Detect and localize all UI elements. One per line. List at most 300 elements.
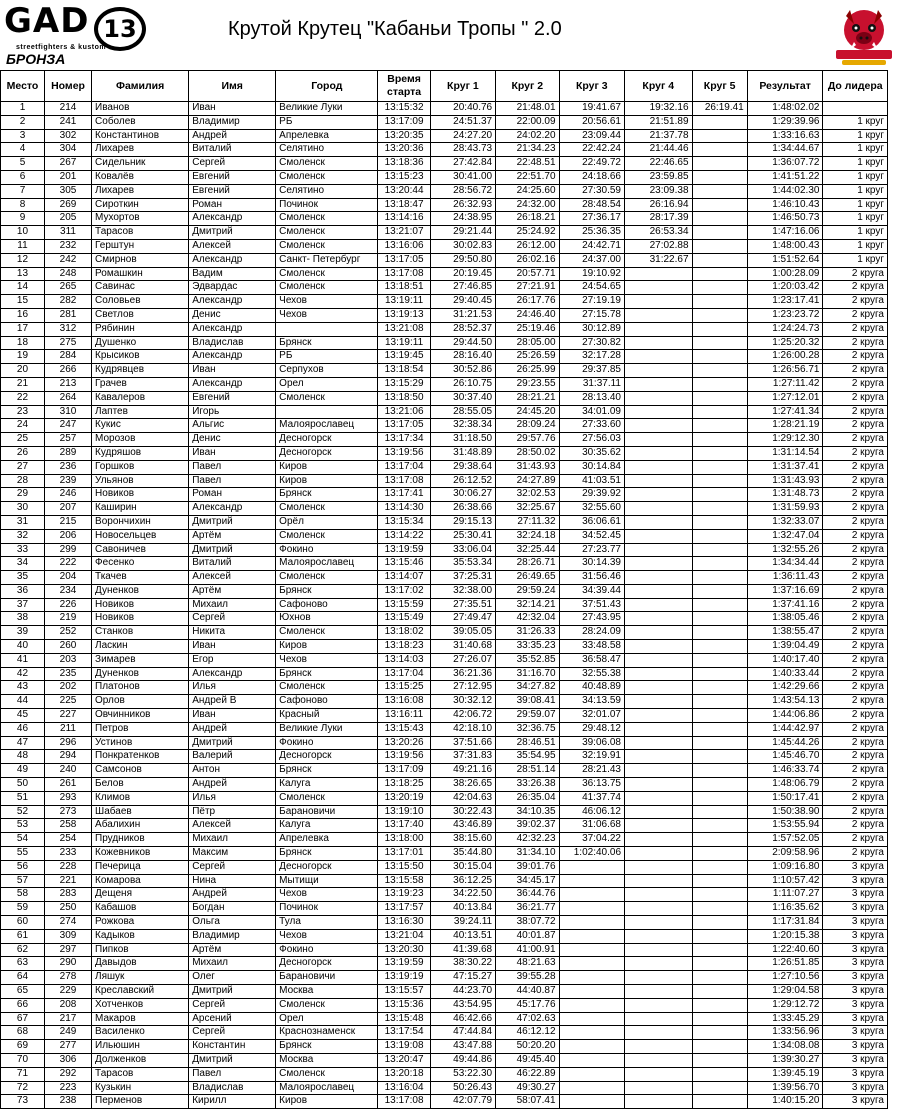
cell-surname: Новиков (92, 612, 189, 626)
cell-bib: 226 (44, 598, 91, 612)
cell-bib: 227 (44, 709, 91, 723)
cell-lap-1: 27:26.07 (430, 653, 495, 667)
cell-lap-1: 27:46.85 (430, 281, 495, 295)
cell-lap-3: 27:19.19 (559, 295, 624, 309)
cell-start-time: 13:20:35 (378, 129, 430, 143)
cell-start-time: 13:19:56 (378, 446, 430, 460)
cell-gap-to-leader: 2 круга (823, 350, 888, 364)
cell-surname: Василенко (92, 1026, 189, 1040)
cell-city: Орёл (276, 515, 378, 529)
cell-name: Александр (189, 377, 276, 391)
cell-gap-to-leader: 1 круг (823, 170, 888, 184)
cell-surname: Белов (92, 778, 189, 792)
cell-gap-to-leader: 2 круга (823, 819, 888, 833)
cell-surname: Лихарев (92, 184, 189, 198)
cell-lap-5 (692, 943, 747, 957)
cell-lap-3 (559, 985, 624, 999)
cell-gap-to-leader: 3 круга (823, 1095, 888, 1109)
cell-result: 1:10:57.42 (747, 874, 823, 888)
cell-city: Сафоново (276, 695, 378, 709)
cell-lap-4 (625, 1053, 693, 1067)
cell-name: Дмитрий (189, 1053, 276, 1067)
cell-bib: 257 (44, 433, 91, 447)
table-row (1, 929, 888, 943)
cell-lap-3: 27:33.60 (559, 419, 624, 433)
cell-lap-3 (559, 1081, 624, 1095)
cell-surname: Прудников (92, 833, 189, 847)
cell-lap-3 (559, 1026, 624, 1040)
cell-lap-5 (692, 239, 747, 253)
cell-lap-4: 27:02.88 (625, 239, 693, 253)
cell-lap-5 (692, 929, 747, 943)
cell-start-time: 13:16:08 (378, 695, 430, 709)
cell-lap-5 (692, 640, 747, 654)
cell-lap-4 (625, 653, 693, 667)
cell-gap-to-leader: 3 круга (823, 971, 888, 985)
cell-start-time: 13:19:13 (378, 308, 430, 322)
cell-start-time: 13:15:58 (378, 874, 430, 888)
cell-city: Апрелевка (276, 833, 378, 847)
cell-name: Нина (189, 874, 276, 888)
cell-place: 67 (1, 1012, 45, 1026)
cell-lap-1: 25:30.41 (430, 529, 495, 543)
cell-lap-5 (692, 778, 747, 792)
cell-lap-3 (559, 860, 624, 874)
cell-city (276, 405, 378, 419)
table-row (1, 170, 888, 184)
cell-start-time: 13:19:19 (378, 971, 430, 985)
cell-gap-to-leader: 2 круга (823, 267, 888, 281)
cell-gap-to-leader: 2 круга (823, 557, 888, 571)
cell-result: 1:57:52.05 (747, 833, 823, 847)
cell-bib: 294 (44, 750, 91, 764)
cell-lap-2: 24:27.89 (496, 474, 559, 488)
cell-start-time: 13:17:05 (378, 419, 430, 433)
cell-lap-5 (692, 253, 747, 267)
cell-lap-2: 28:51.14 (496, 764, 559, 778)
cell-lap-1: 27:35.51 (430, 598, 495, 612)
cell-lap-1: 26:38.66 (430, 502, 495, 516)
cell-lap-1: 42:18.10 (430, 722, 495, 736)
cell-lap-2: 42:32.23 (496, 833, 559, 847)
cell-lap-2: 29:57.76 (496, 433, 559, 447)
cell-lap-1: 29:44.50 (430, 336, 495, 350)
cell-name: Александр (189, 350, 276, 364)
column-header-city: Город (276, 71, 378, 102)
cell-lap-5 (692, 791, 747, 805)
table-row (1, 902, 888, 916)
cell-lap-5 (692, 874, 747, 888)
cell-lap-1: 30:02.83 (430, 239, 495, 253)
cell-surname: Иванов (92, 102, 189, 116)
cell-lap-4 (625, 446, 693, 460)
cell-start-time: 13:20:26 (378, 736, 430, 750)
cell-lap-1: 28:55.05 (430, 405, 495, 419)
cell-gap-to-leader: 2 круга (823, 833, 888, 847)
cell-lap-5 (692, 184, 747, 198)
table-row (1, 502, 888, 516)
table-row (1, 460, 888, 474)
cell-place: 34 (1, 557, 45, 571)
cell-city: Калуга (276, 819, 378, 833)
cell-place: 50 (1, 778, 45, 792)
cell-city: Десногорск (276, 860, 378, 874)
cell-city: Киров (276, 1095, 378, 1109)
cell-bib: 208 (44, 998, 91, 1012)
cell-bib: 204 (44, 571, 91, 585)
cell-city: Юхнов (276, 612, 378, 626)
cell-lap-1: 37:31.83 (430, 750, 495, 764)
cell-name: Иван (189, 640, 276, 654)
cell-result: 1:27:41.34 (747, 405, 823, 419)
cell-gap-to-leader: 2 круга (823, 281, 888, 295)
cell-name: Игорь (189, 405, 276, 419)
cell-city: Десногорск (276, 433, 378, 447)
cell-surname: Ромашкин (92, 267, 189, 281)
logo-number: 13 (94, 7, 146, 51)
cell-lap-2: 45:17.76 (496, 998, 559, 1012)
cell-place: 15 (1, 295, 45, 309)
cell-start-time: 13:17:08 (378, 1095, 430, 1109)
cell-lap-3: 32:01.07 (559, 709, 624, 723)
cell-name: Илья (189, 791, 276, 805)
cell-lap-3: 23:09.44 (559, 129, 624, 143)
cell-lap-4 (625, 1081, 693, 1095)
logo-subtitle: streetfighters & kustom (16, 44, 107, 51)
page-header (0, 0, 900, 70)
cell-surname: Шабаев (92, 805, 189, 819)
cell-gap-to-leader: 2 круга (823, 584, 888, 598)
cell-surname: Овчинников (92, 709, 189, 723)
cell-lap-5 (692, 736, 747, 750)
cell-surname: Кузькин (92, 1081, 189, 1095)
cell-city: Киров (276, 460, 378, 474)
cell-surname: Ласкин (92, 640, 189, 654)
cell-result: 1:24:24.73 (747, 322, 823, 336)
cell-lap-5 (692, 805, 747, 819)
cell-surname: Рожкова (92, 916, 189, 930)
cell-bib: 261 (44, 778, 91, 792)
cell-surname: Соболев (92, 115, 189, 129)
cell-gap-to-leader: 3 круга (823, 1012, 888, 1026)
cell-lap-3: 28:48.54 (559, 198, 624, 212)
cell-place: 42 (1, 667, 45, 681)
cell-lap-1: 39:05.05 (430, 626, 495, 640)
cell-bib: 238 (44, 1095, 91, 1109)
cell-result: 1:47:16.06 (747, 226, 823, 240)
cell-lap-2: 49:30.27 (496, 1081, 559, 1095)
cell-city: Великие Луки (276, 722, 378, 736)
table-row (1, 667, 888, 681)
cell-lap-4 (625, 833, 693, 847)
cell-lap-2: 44:40.87 (496, 985, 559, 999)
cell-bib: 289 (44, 446, 91, 460)
cell-name: Владимир (189, 115, 276, 129)
cell-start-time: 13:15:48 (378, 1012, 430, 1026)
column-header-lap-2: Круг 2 (496, 71, 559, 102)
cell-result: 1:32:47.04 (747, 529, 823, 543)
cell-lap-1: 33:06.04 (430, 543, 495, 557)
table-row (1, 267, 888, 281)
cell-bib: 250 (44, 902, 91, 916)
cell-bib: 235 (44, 667, 91, 681)
cell-city: Смоленск (276, 281, 378, 295)
cell-result: 1:33:45.29 (747, 1012, 823, 1026)
cell-place: 11 (1, 239, 45, 253)
cell-lap-3: 24:37.00 (559, 253, 624, 267)
table-row (1, 985, 888, 999)
table-row (1, 571, 888, 585)
table-row (1, 916, 888, 930)
cell-start-time: 13:21:04 (378, 929, 430, 943)
cell-lap-2: 28:50.02 (496, 446, 559, 460)
table-row (1, 584, 888, 598)
cell-surname: Кудряшов (92, 446, 189, 460)
table-row (1, 764, 888, 778)
cell-result: 1:28:21.19 (747, 419, 823, 433)
column-header-lap-3: Круг 3 (559, 71, 624, 102)
cell-lap-2: 29:23.55 (496, 377, 559, 391)
cell-start-time: 13:14:22 (378, 529, 430, 543)
cell-lap-1: 42:04.63 (430, 791, 495, 805)
cell-city: Смоленск (276, 626, 378, 640)
cell-city: Малоярославец (276, 557, 378, 571)
cell-bib: 217 (44, 1012, 91, 1026)
cell-surname: Соловьев (92, 295, 189, 309)
cell-gap-to-leader: 3 круга (823, 929, 888, 943)
cell-start-time: 13:17:08 (378, 267, 430, 281)
cell-city: Смоленск (276, 226, 378, 240)
cell-lap-3: 33:48.58 (559, 640, 624, 654)
cell-city: Селятино (276, 143, 378, 157)
cell-place: 20 (1, 364, 45, 378)
cell-start-time: 13:20:44 (378, 184, 430, 198)
cell-name: Алексей (189, 819, 276, 833)
cell-result: 1:09:16.80 (747, 860, 823, 874)
cell-result: 1:38:55.47 (747, 626, 823, 640)
cell-lap-4 (625, 377, 693, 391)
table-row (1, 1095, 888, 1109)
cell-lap-4 (625, 916, 693, 930)
cell-name: Дмитрий (189, 515, 276, 529)
cell-place: 14 (1, 281, 45, 295)
cell-result: 1:43:54.13 (747, 695, 823, 709)
cell-surname: Савинас (92, 281, 189, 295)
cell-lap-5 (692, 157, 747, 171)
cell-city: Москва (276, 985, 378, 999)
table-row (1, 1067, 888, 1081)
cell-lap-1: 46:42.66 (430, 1012, 495, 1026)
cell-lap-4 (625, 1012, 693, 1026)
cell-gap-to-leader: 2 круга (823, 377, 888, 391)
cell-lap-3: 27:23.77 (559, 543, 624, 557)
cell-lap-3 (559, 971, 624, 985)
cell-result: 1:44:02.30 (747, 184, 823, 198)
cell-start-time: 13:18:00 (378, 833, 430, 847)
cell-lap-1: 31:40.68 (430, 640, 495, 654)
cell-surname: Дещеня (92, 888, 189, 902)
cell-lap-2: 40:01.87 (496, 929, 559, 943)
cell-start-time: 13:21:06 (378, 405, 430, 419)
cell-result: 1:34:08.08 (747, 1040, 823, 1054)
cell-bib: 269 (44, 198, 91, 212)
cell-lap-4 (625, 874, 693, 888)
cell-lap-5 (692, 308, 747, 322)
cell-lap-1: 28:56.72 (430, 184, 495, 198)
cell-gap-to-leader: 2 круга (823, 805, 888, 819)
table-row (1, 1040, 888, 1054)
table-row (1, 957, 888, 971)
cell-lap-5 (692, 267, 747, 281)
cell-start-time: 13:15:34 (378, 515, 430, 529)
cell-city: Смоленск (276, 170, 378, 184)
cell-lap-4 (625, 847, 693, 861)
cell-place: 61 (1, 929, 45, 943)
table-row (1, 102, 888, 116)
table-row (1, 626, 888, 640)
cell-lap-4 (625, 667, 693, 681)
cell-surname: Петров (92, 722, 189, 736)
cell-lap-2: 32:25.67 (496, 502, 559, 516)
table-row (1, 115, 888, 129)
cell-lap-3: 19:41.67 (559, 102, 624, 116)
table-row (1, 515, 888, 529)
cell-lap-4 (625, 681, 693, 695)
cell-name: Владимир (189, 929, 276, 943)
cell-result: 1:34:34.44 (747, 557, 823, 571)
table-row (1, 488, 888, 502)
cell-result: 1:20:03.42 (747, 281, 823, 295)
cell-lap-3: 19:10.92 (559, 267, 624, 281)
cell-gap-to-leader: 3 круга (823, 998, 888, 1012)
cell-lap-4 (625, 805, 693, 819)
cell-start-time: 13:18:23 (378, 640, 430, 654)
cell-bib: 225 (44, 695, 91, 709)
cell-lap-5 (692, 1012, 747, 1026)
cell-lap-4: 26:53.34 (625, 226, 693, 240)
cell-bib: 202 (44, 681, 91, 695)
cell-lap-5 (692, 170, 747, 184)
cell-gap-to-leader: 2 круга (823, 308, 888, 322)
cell-lap-3: 27:30.82 (559, 336, 624, 350)
cell-lap-1: 38:30.22 (430, 957, 495, 971)
cell-gap-to-leader: 1 круг (823, 129, 888, 143)
cell-place: 53 (1, 819, 45, 833)
cell-result: 1:46:10.43 (747, 198, 823, 212)
cell-lap-3 (559, 1067, 624, 1081)
cell-lap-2: 26:25.99 (496, 364, 559, 378)
cell-surname: Горшков (92, 460, 189, 474)
cell-lap-5 (692, 198, 747, 212)
cell-city: Барановичи (276, 971, 378, 985)
cell-lap-2: 50:20.20 (496, 1040, 559, 1054)
table-row (1, 1053, 888, 1067)
cell-lap-2: 31:16.70 (496, 667, 559, 681)
cell-surname: Климов (92, 791, 189, 805)
cell-name: Егор (189, 653, 276, 667)
cell-city: Смоленск (276, 212, 378, 226)
cell-start-time: 13:19:11 (378, 336, 430, 350)
cell-lap-1: 26:12.52 (430, 474, 495, 488)
cell-name: Алексей (189, 239, 276, 253)
cell-gap-to-leader: 1 круг (823, 115, 888, 129)
cell-place: 52 (1, 805, 45, 819)
cell-lap-2: 25:19.46 (496, 322, 559, 336)
cell-start-time: 13:17:57 (378, 902, 430, 916)
cell-lap-2: 25:24.92 (496, 226, 559, 240)
cell-lap-3: 20:56.61 (559, 115, 624, 129)
cell-city: Апрелевка (276, 129, 378, 143)
cell-bib: 249 (44, 1026, 91, 1040)
cell-start-time: 13:17:40 (378, 819, 430, 833)
cell-surname: Дуненков (92, 667, 189, 681)
cell-name: Павел (189, 1067, 276, 1081)
cell-lap-4 (625, 364, 693, 378)
cell-lap-5 (692, 681, 747, 695)
cell-start-time: 13:15:57 (378, 985, 430, 999)
cell-city: Смоленск (276, 529, 378, 543)
cell-gap-to-leader: 2 круга (823, 474, 888, 488)
cell-start-time: 13:19:10 (378, 805, 430, 819)
cell-bib: 247 (44, 419, 91, 433)
cell-lap-2: 22:51.70 (496, 170, 559, 184)
column-header-lap-1: Круг 1 (430, 71, 495, 102)
cell-surname: Ильюшин (92, 1040, 189, 1054)
cell-city: Починок (276, 198, 378, 212)
cell-lap-5 (692, 557, 747, 571)
cell-bib: 284 (44, 350, 91, 364)
cell-lap-1: 43:54.95 (430, 998, 495, 1012)
cell-lap-2: 28:46.51 (496, 736, 559, 750)
cell-gap-to-leader: 2 круга (823, 681, 888, 695)
cell-start-time: 13:14:07 (378, 571, 430, 585)
cell-surname: Мухортов (92, 212, 189, 226)
cell-name: Евгений (189, 184, 276, 198)
cell-lap-4: 23:09.38 (625, 184, 693, 198)
cell-lap-1: 36:12.25 (430, 874, 495, 888)
cell-surname: Кавалеров (92, 391, 189, 405)
cell-lap-1: 42:07.79 (430, 1095, 495, 1109)
cell-start-time: 13:17:41 (378, 488, 430, 502)
cell-lap-3: 39:06.08 (559, 736, 624, 750)
cell-place: 9 (1, 212, 45, 226)
cell-gap-to-leader: 1 круг (823, 226, 888, 240)
cell-city: Смоленск (276, 791, 378, 805)
cell-place: 5 (1, 157, 45, 171)
cell-city: Краснознаменск (276, 1026, 378, 1040)
cell-lap-1: 44:23.70 (430, 985, 495, 999)
cell-gap-to-leader: 2 круга (823, 736, 888, 750)
cell-lap-1: 28:43.73 (430, 143, 495, 157)
cell-lap-4: 22:46.65 (625, 157, 693, 171)
cell-lap-3: 36:13.75 (559, 778, 624, 792)
cell-gap-to-leader: 1 круг (823, 239, 888, 253)
cell-result: 1:50:17.41 (747, 791, 823, 805)
category-label: БРОНЗА (6, 51, 66, 67)
cell-gap-to-leader: 2 круга (823, 405, 888, 419)
cell-bib: 310 (44, 405, 91, 419)
cell-start-time: 13:19:59 (378, 543, 430, 557)
results-table (0, 70, 888, 1109)
cell-surname: Кукис (92, 419, 189, 433)
column-header-lap-5: Круг 5 (692, 71, 747, 102)
cell-bib: 246 (44, 488, 91, 502)
cell-bib: 305 (44, 184, 91, 198)
cell-bib: 309 (44, 929, 91, 943)
cell-lap-2: 27:21.91 (496, 281, 559, 295)
cell-lap-5 (692, 888, 747, 902)
cell-lap-5 (692, 446, 747, 460)
